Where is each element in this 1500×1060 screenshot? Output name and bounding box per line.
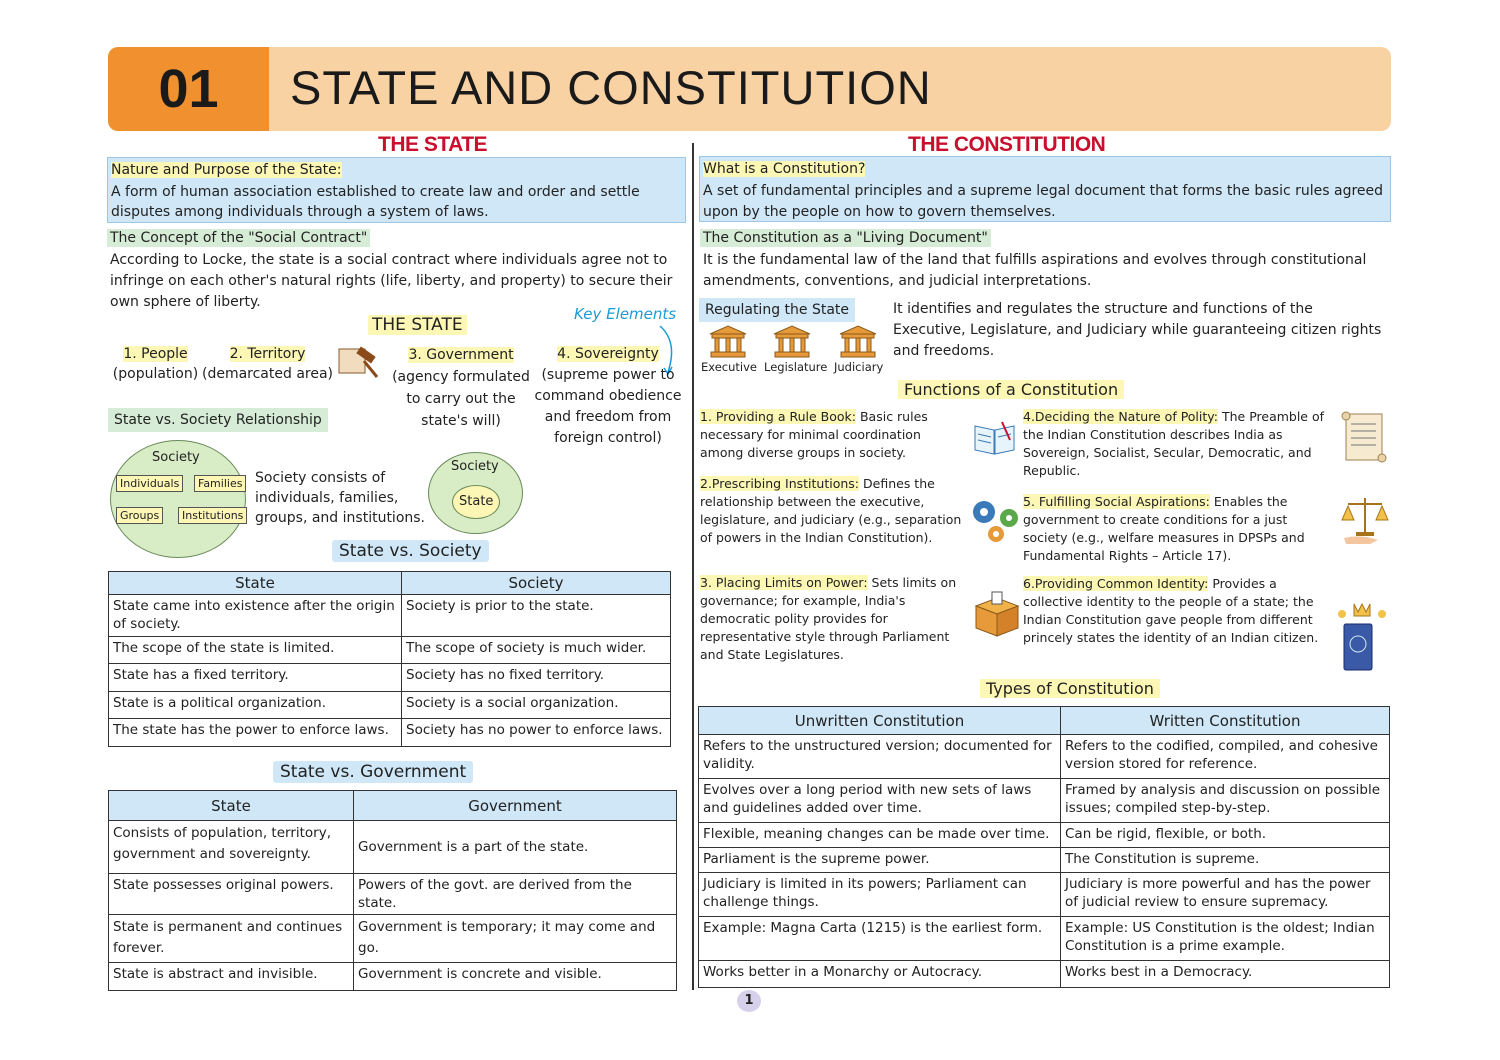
table-cell: Framed by analysis and discussion on possible issues; compiled step-by-step. [1061, 779, 1390, 823]
social-contract-text: According to Locke, the state is a social contract where individuals agree not to infringe on each other's natural rights (life, liberty, and property) to secure their own sphere of liberty. [110, 252, 673, 310]
organ-judiciary: Judiciary [834, 360, 884, 374]
table-row [699, 735, 1390, 779]
chip-individuals: Individuals [116, 475, 183, 492]
table-header-row [699, 707, 1390, 735]
function-text: The Preamble of the Indian Constitution describes India as Sovereign, Socialist, Secular, Democratic, and Republic. [1023, 409, 1325, 478]
table-cell: Society has no fixed territory. [402, 664, 671, 692]
function-text: Defines the relationship between the executive, legislature, and judiciary (e.g., separation of powers in the Indian Constitution). [700, 476, 962, 545]
element-territory-name: 2. Territory [229, 346, 306, 362]
element-sovereignty [525, 344, 691, 449]
table-cell: The scope of society is much wider. [402, 637, 671, 664]
relationship-heading: State vs. Society Relationship [108, 408, 328, 432]
state-vs-society-title: State vs. Society [332, 540, 489, 562]
function-6 [1023, 575, 1333, 647]
types-title: Types of Constitution [980, 679, 1160, 698]
function-title: 2.Prescribing Institutions: [700, 476, 860, 491]
table-cell: Refers to the codified, compiled, and cohesive version stored for reference. [1061, 735, 1390, 779]
table-cell: Government is temporary; it may come and go. [354, 915, 677, 963]
table-cell: The scope of the state is limited. [109, 637, 402, 664]
column-divider [692, 143, 694, 990]
table-cell: State came into existence after the origin of society. [109, 595, 402, 637]
table-cell: Consists of population, territory, government and sovereignty. [109, 821, 354, 874]
element-government-desc: (agency formulated to carry out the state's will) [392, 369, 530, 429]
element-people [108, 344, 203, 384]
organ-executive: Executive [701, 360, 757, 374]
table-row [699, 823, 1390, 848]
living-text: It is the fundamental law of the land that fulfills aspirations and evolves through constitutional amendments, conventions, and judicial interpretations. [703, 252, 1367, 289]
table-header: Written Constitution [1061, 707, 1390, 735]
function-title: 6.Providing Common Identity: [1023, 576, 1209, 591]
function-2 [700, 475, 968, 547]
function-3 [700, 574, 968, 664]
page-title: STATE AND CONSTITUTION [290, 61, 932, 114]
what-box [699, 156, 1391, 222]
inner-state-label: State [459, 494, 494, 509]
table-row [109, 664, 671, 692]
table-cell: Example: US Constitution is the oldest; Indian Constitution is a prime example. [1061, 917, 1390, 961]
element-territory-desc: (demarcated area) [201, 366, 334, 382]
chip-families: Families [194, 475, 246, 492]
state-vs-government-table [108, 790, 677, 991]
chip-institutions: Institutions [178, 507, 247, 524]
table-cell: Evolves over a long period with new sets of laws and guidelines added over time. [699, 779, 1061, 823]
table-header: State [109, 791, 354, 821]
regulating-heading: Regulating the State [699, 298, 855, 322]
types-table [698, 706, 1390, 988]
social-contract-block [107, 228, 687, 315]
pillar-buildings-icon [708, 324, 888, 360]
element-government-name: 3. Government [408, 347, 514, 363]
passport-crown-icon [1334, 600, 1390, 678]
element-territory [200, 344, 335, 384]
table-cell: Society is a social organization. [402, 692, 671, 719]
key-elements-label: Key Elements [574, 305, 677, 323]
table-cell: Powers of the govt. are derived from the state. [354, 874, 677, 915]
table-header: Government [354, 791, 677, 821]
function-text: Sets limits on governance; for example, India's democratic polity provides for representative style through Parliament and State Legislatures. [700, 575, 957, 662]
table-row [699, 961, 1390, 988]
chapter-number: 01 [108, 47, 269, 131]
regulating-text: It identifies and regulates the structure and functions of the Executive, Legislature, and Judiciary while guaranteeing citizen rights and freedoms. [893, 301, 1382, 359]
table-cell: Judiciary is limited in its powers; Parliament can challenge things. [699, 873, 1061, 917]
table-cell: State has a fixed territory. [109, 664, 402, 692]
table-row [109, 595, 671, 637]
table-header: State [109, 572, 402, 595]
element-people-name: 1. People [123, 346, 188, 362]
table-cell: Parliament is the supreme power. [699, 848, 1061, 873]
table-cell: Can be rigid, flexible, or both. [1061, 823, 1390, 848]
scales-of-justice-icon [1340, 494, 1390, 546]
chip-groups: Groups [116, 507, 163, 524]
what-text: A set of fundamental principles and a supreme legal document that forms the basic rules agreed upon by the people on how to govern themselves. [703, 183, 1384, 220]
element-sovereignty-name: 4. Sovereignty [557, 346, 659, 362]
function-title: 3. Placing Limits on Power: [700, 575, 868, 590]
nature-text: A form of human association established to create law and order and settle disputes among individuals through a system of laws. [111, 184, 640, 220]
table-cell: Government is concrete and visible. [354, 963, 677, 991]
nature-heading: Nature and Purpose of the State: [111, 162, 342, 178]
element-sovereignty-desc: (supreme power to command obedience and freedom from foreign control) [534, 367, 682, 446]
state-vs-government-title: State vs. Government [273, 761, 473, 783]
table-row [109, 637, 671, 664]
table-cell: State is abstract and invisible. [109, 963, 354, 991]
what-heading: What is a Constitution? [703, 161, 866, 177]
table-row [699, 873, 1390, 917]
table-row [699, 917, 1390, 961]
society-circle-label: Society [152, 450, 200, 465]
relationship-text: Society consists of individuals, families, groups, and institutions. [255, 470, 426, 526]
table-cell: Society is prior to the state. [402, 595, 671, 637]
function-title: 4.Deciding the Nature of Polity: [1023, 409, 1218, 424]
function-1 [700, 408, 968, 462]
section-title-state: THE STATE [378, 133, 488, 156]
table-header: Unwritten Constitution [699, 707, 1061, 735]
table-cell: The Constitution is supreme. [1061, 848, 1390, 873]
function-title: 5. Fulfilling Social Aspirations: [1023, 494, 1210, 509]
table-row [109, 719, 671, 747]
section-title-constitution: THE CONSTITUTION [908, 133, 1106, 156]
table-cell: Government is a part of the state. [354, 821, 677, 874]
function-4 [1023, 408, 1333, 480]
table-row [109, 821, 677, 874]
table-cell: The state has the power to enforce laws. [109, 719, 402, 747]
table-cell: Works better in a Monarchy or Autocracy. [699, 961, 1061, 988]
table-row [699, 848, 1390, 873]
table-row [109, 915, 677, 963]
element-government [390, 344, 532, 432]
social-contract-heading: The Concept of the "Social Contract" [107, 229, 370, 247]
table-row [699, 779, 1390, 823]
table-cell: Refers to the unstructured version; documented for validity. [699, 735, 1061, 779]
page-number: 1 [737, 990, 761, 1012]
function-text: Basic rules necessary for minimal coordination among diverse groups in society. [700, 409, 928, 460]
function-5 [1023, 493, 1333, 565]
table-cell: Works best in a Democracy. [1061, 961, 1390, 988]
table-row [109, 963, 677, 991]
table-cell: State is permanent and continues forever. [109, 915, 354, 963]
ballot-box-icon [972, 590, 1022, 638]
gears-icon [968, 494, 1024, 546]
elements-title: THE STATE [368, 315, 467, 335]
function-title: 1. Providing a Rule Book: [700, 409, 856, 424]
preamble-scroll-icon [1338, 410, 1390, 464]
function-text: Provides a collective identity to the people of a state; the Indian Constitution gave people from different princely states the identity of an Indian citizen. [1023, 576, 1319, 645]
table-cell: Flexible, meaning changes can be made over time. [699, 823, 1061, 848]
state-vs-society-table [108, 571, 671, 747]
living-heading: The Constitution as a "Living Document" [700, 229, 991, 247]
table-row [109, 874, 677, 915]
rule-book-icon [972, 418, 1018, 456]
table-header-row [109, 572, 671, 595]
table-cell: Society has no power to enforce laws. [402, 719, 671, 747]
function-text: Enables the government to create conditions for a just society (e.g., welfare measures in DPSPs and Fundamental Rights – Article 17). [1023, 494, 1305, 563]
functions-title: Functions of a Constitution [898, 380, 1124, 399]
organ-legislature: Legislature [764, 360, 828, 374]
table-cell: State is a political organization. [109, 692, 402, 719]
table-header-row [109, 791, 677, 821]
living-block [700, 228, 1390, 294]
outer-society-label: Society [451, 459, 499, 474]
gavel-icon [337, 345, 383, 381]
element-people-desc: (population) [112, 366, 199, 382]
table-row [109, 692, 671, 719]
table-cell: State possesses original powers. [109, 874, 354, 915]
table-header: Society [402, 572, 671, 595]
table-cell: Judiciary is more powerful and has the power of judicial review to ensure supremacy. [1061, 873, 1390, 917]
nature-box [107, 157, 686, 223]
table-cell: Example: Magna Carta (1215) is the earliest form. [699, 917, 1061, 961]
